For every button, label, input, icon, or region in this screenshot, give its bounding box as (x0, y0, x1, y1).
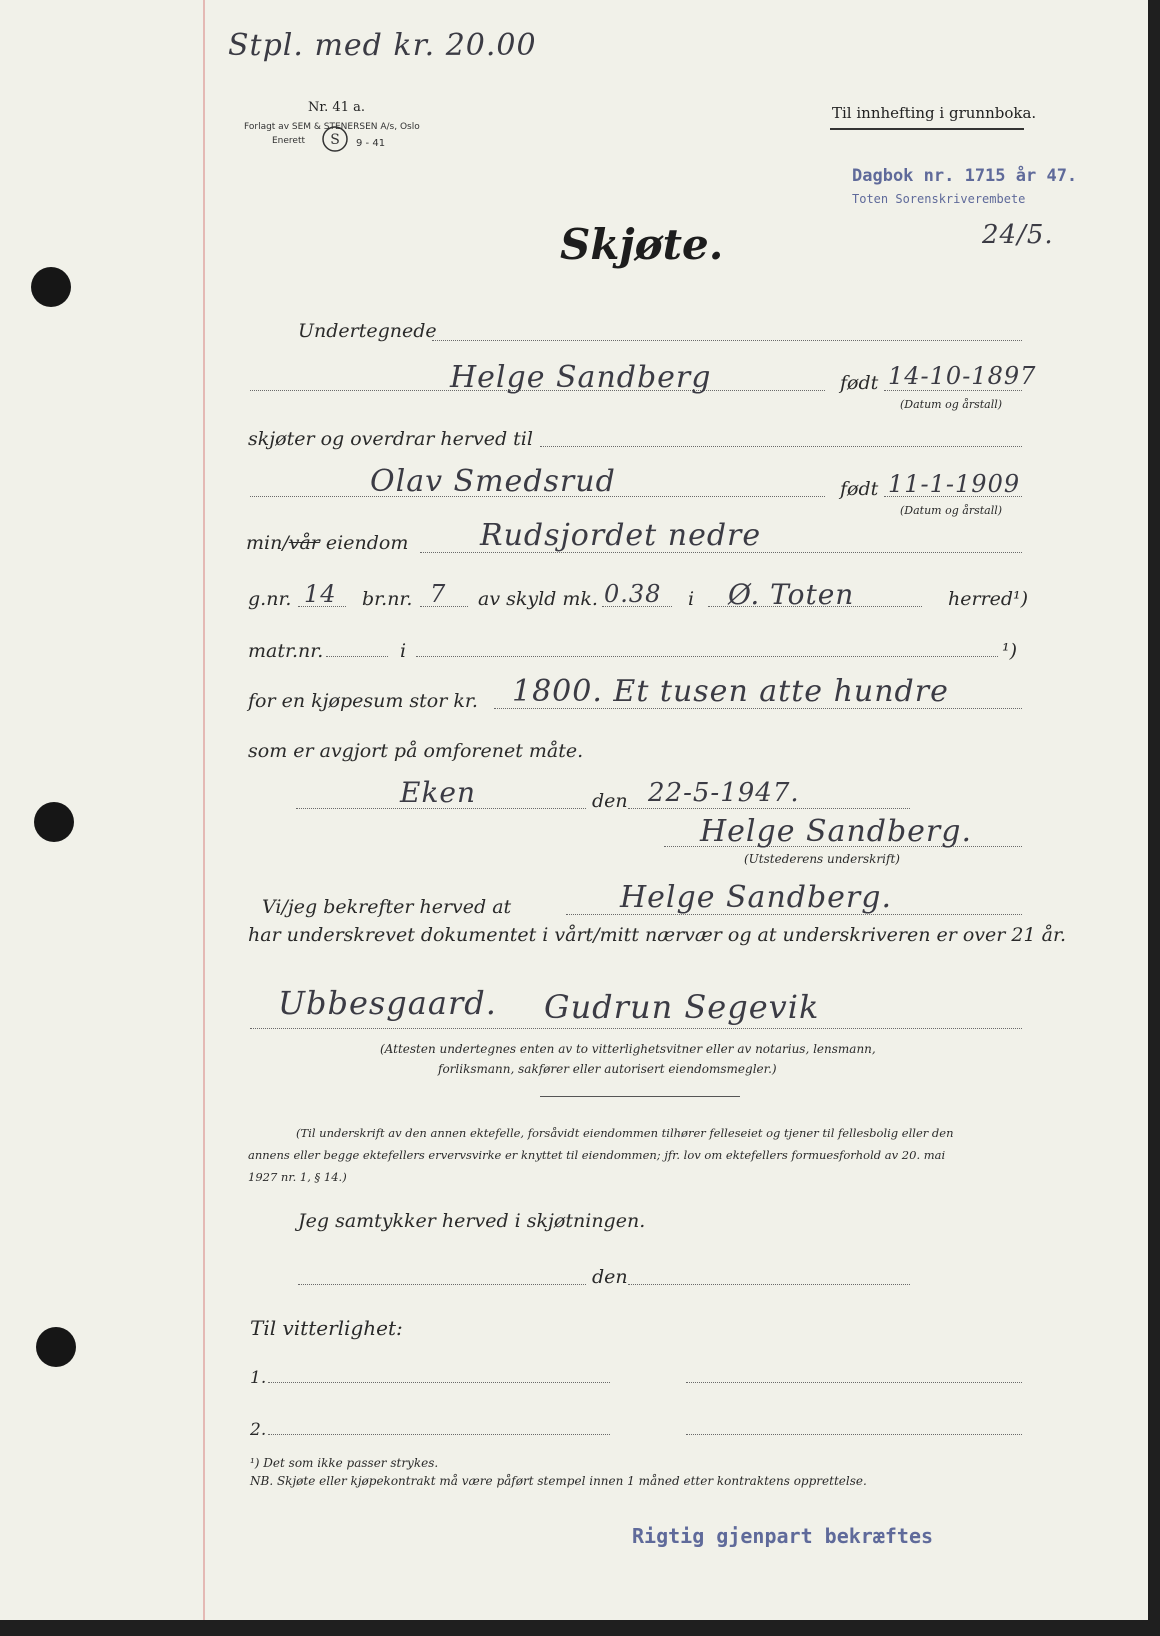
fill-line (628, 1284, 910, 1285)
den-label-2: den (592, 1266, 628, 1288)
confirm-text: har underskrevet dokumentet i vårt/mitt nærvær og at underskriveren er over 21 år. (248, 924, 1066, 946)
signed-date: 22-5-1947. (648, 778, 800, 808)
form-number: Nr. 41 a. (308, 100, 365, 115)
fill-line (326, 656, 388, 657)
fill-line (884, 390, 1022, 391)
fill-line (628, 808, 910, 809)
brnr-label: br.nr. (362, 588, 413, 610)
born-label: født (840, 372, 879, 394)
gnr-label: g.nr. (248, 588, 292, 610)
property-label-struck: vår (288, 532, 320, 554)
confirm-label: Vi/jeg bekrefter herved at (262, 896, 512, 918)
fill-line (416, 656, 998, 657)
settled-label: som er avgjort på omforenet måte. (248, 740, 584, 762)
matr-label: matr.nr. (248, 640, 324, 662)
den-label: den (592, 790, 628, 812)
diary-date: 24/5. (982, 220, 1054, 250)
fill-line (686, 1382, 1022, 1383)
witness-row-2: 2. (250, 1420, 267, 1440)
brnr-value: 7 (430, 580, 447, 608)
confirm-name: Helge Sandberg. (620, 880, 893, 915)
property-label (246, 532, 408, 554)
publisher-enerett: Enerett (272, 136, 306, 146)
date-hint: (Datum og årstall) (900, 398, 1003, 411)
municipality: Ø. Toten (728, 578, 855, 611)
fill-line (250, 1028, 1022, 1029)
in-label: i (688, 588, 695, 610)
witness-signature-2: Gudrun Segevik (544, 988, 820, 1026)
fill-line (268, 1434, 610, 1435)
gnr-value: 14 (304, 580, 337, 608)
witness-signature-1: Ubbesgaard. (278, 984, 497, 1022)
skyld-label: av skyld mk. (478, 588, 598, 610)
court-stamp: Toten Sorenskriverembete (852, 192, 1026, 206)
copy-stamp: Rigtig gjenpart bekræftes (632, 1524, 934, 1548)
skyld-value: 0.38 (604, 580, 662, 608)
born-label-2: født (840, 478, 879, 500)
fill-line (298, 1284, 586, 1285)
buyer-name: Olav Smedsrud (370, 464, 616, 499)
spouse-note-line3: 1927 nr. 1, § 14.) (248, 1170, 347, 1184)
herred-label: herred¹) (948, 588, 1029, 610)
footnote-2: NB. Skjøte eller kjøpekontrakt må være påført stempel innen 1 måned etter kontraktens opprettelse. (250, 1474, 867, 1488)
buyer-born-date: 11-1-1909 (888, 470, 1021, 498)
witness-heading: Til vitterlighet: (250, 1316, 403, 1340)
fill-line (686, 1434, 1022, 1435)
witness-row-1: 1. (250, 1368, 267, 1388)
footnote-1: ¹) Det som ikke passer strykes. (250, 1456, 439, 1470)
attest-note-line2: forliksmann, sakfører eller autorisert eiendomsmegler.) (438, 1062, 777, 1076)
issuer-signature: Helge Sandberg. (700, 814, 973, 849)
price-label: for en kjøpesum stor kr. (248, 690, 478, 712)
publisher-code: 9 - 41 (356, 138, 386, 149)
issuer-caption: (Utstederens underskrift) (744, 852, 900, 866)
margin-rule (203, 0, 205, 1620)
matr-note: ¹) (1002, 640, 1018, 662)
seller-born-date: 14-10-1897 (888, 362, 1037, 390)
undersigned-label: Undertegnede (298, 320, 437, 342)
property-label-suffix: eiendom (319, 532, 409, 554)
date-hint-2: (Datum og årstall) (900, 504, 1003, 517)
document-title: Skjøte. (560, 220, 724, 269)
punch-hole (34, 802, 74, 842)
fill-line (268, 1382, 610, 1383)
seller-name: Helge Sandberg (450, 360, 712, 395)
publisher-logo (320, 124, 350, 154)
property-label-prefix: min/ (246, 532, 289, 554)
property-name: Rudsjordet nedre (480, 518, 762, 553)
fill-line (432, 340, 1022, 341)
punch-hole (36, 1327, 76, 1367)
publisher-line: Forlagt av SEM & STENERSEN A/s, Oslo (244, 122, 420, 132)
filing-note: Til innhefting i grunnboka. (832, 104, 1037, 122)
price-value: 1800. Et tusen atte hundre (512, 674, 949, 709)
place: Eken (400, 776, 477, 809)
spouse-note-line1: (Til underskrift av den annen ektefelle, forsåvidt eiendommen tilhører felleseiet og tjener til fellesbolig eller den (296, 1126, 954, 1140)
fee-note: Stpl. med kr. 20.00 (228, 28, 537, 63)
spouse-note-line2: annens eller begge ektefellers ervervsvirke er knyttet til eiendommen; jfr. lov om ektefellers formuesforhold av 20. mai (248, 1148, 946, 1162)
svg-text:S: S (330, 132, 340, 148)
diary-stamp: Dagbok nr. 1715 år 47. (852, 166, 1078, 186)
filing-underline (830, 128, 1024, 130)
transfer-label: skjøter og overdrar herved til (248, 428, 533, 450)
punch-hole (31, 267, 71, 307)
separator-rule (540, 1096, 740, 1097)
matr-in: i (400, 640, 407, 662)
fill-line (540, 446, 1022, 447)
attest-note-line1: (Attesten undertegnes enten av to vitterlighetsvitner eller av notarius, lensmann, (380, 1042, 876, 1056)
consent-label: Jeg samtykker herved i skjøtningen. (298, 1210, 646, 1232)
